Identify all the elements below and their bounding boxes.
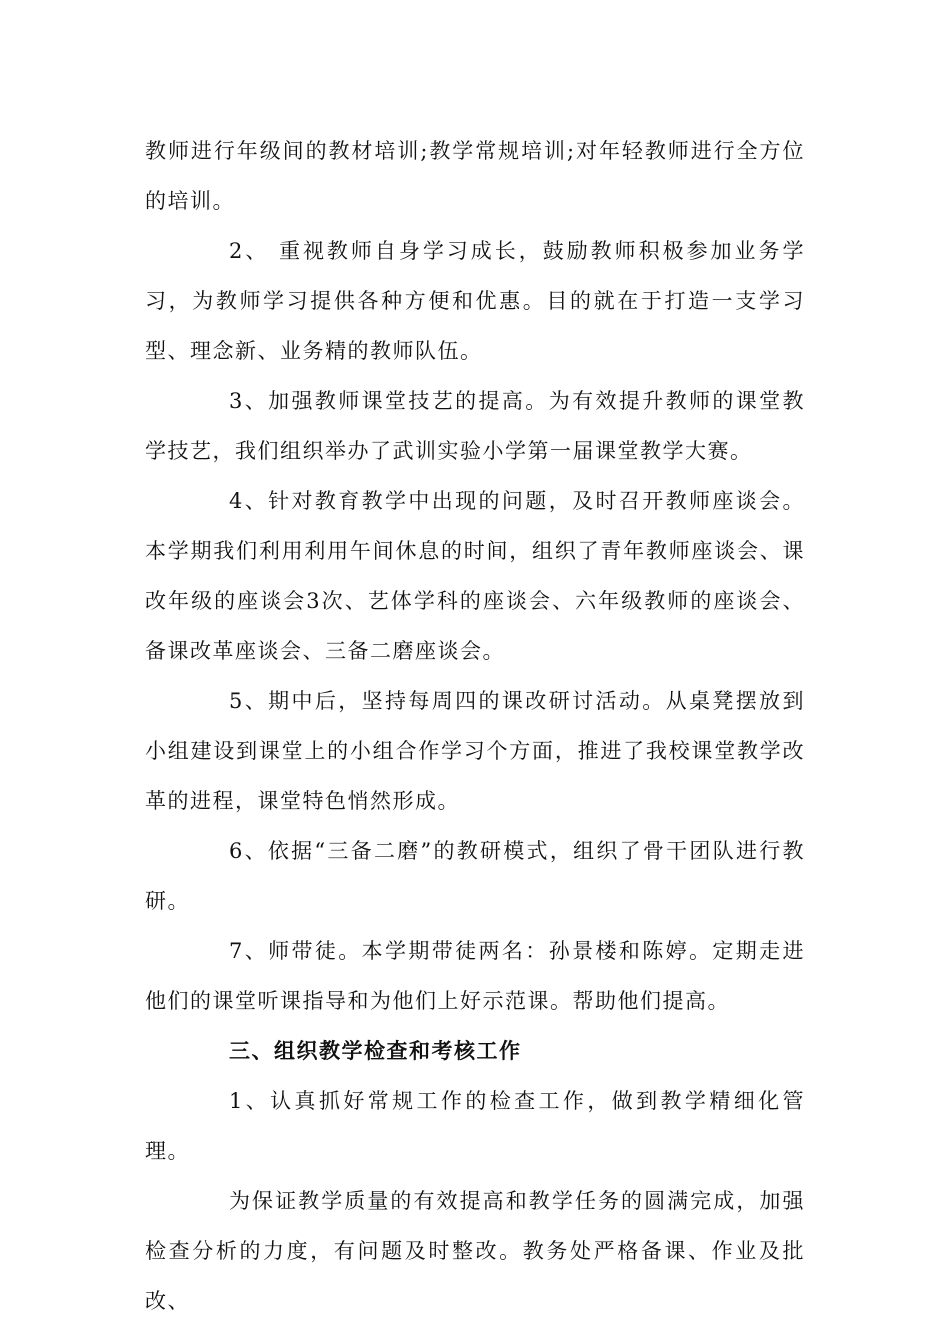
document-body bbox=[145, 126, 805, 1326]
paragraph-item-4: 4、针对教育教学中出现的问题，及时召开教师座谈会。本学期我们利用利用午间休息的时间，组织了青年教师座谈会、课改年级的座谈会3次、艺体学科的座谈会、六年级教师的座谈会、备课改革座谈会、三备二磨座谈会。 bbox=[145, 489, 805, 663]
paragraph-item-2: 2、 重视教师自身学习成长，鼓励教师积极参加业务学习，为教师学习提供各种方便和优惠。目的就在于打造一支学习型、理念新、业务精的教师队伍。 bbox=[145, 239, 805, 363]
section-heading-3: 三、组织教学检查和考核工作 bbox=[229, 1038, 522, 1063]
paragraph-training: 教师进行年级间的教材培训;教学常规培训;对年轻教师进行全方位的培训。 bbox=[145, 139, 805, 213]
paragraph-section3-item-1: 1、认真抓好常规工作的检查工作，做到教学精细化管理。 bbox=[145, 1089, 805, 1163]
paragraph-item-3: 3、加强教师课堂技艺的提高。为有效提升教师的课堂教学技艺，我们组织举办了武训实验小学第一届课堂教学大赛。 bbox=[145, 389, 805, 463]
paragraph-item-7: 7、师带徒。本学期带徒两名：孙景楼和陈婷。定期走进他们的课堂听课指导和为他们上好示范课。帮助他们提高。 bbox=[145, 939, 805, 1013]
paragraph-item-6: 6、依据“三备二磨”的教研模式，组织了骨干团队进行教研。 bbox=[145, 839, 805, 913]
paragraph-section3-body: 为保证教学质量的有效提高和教学任务的圆满完成，加强检查分析的力度，有问题及时整改。教务处严格备课、作业及批改、 bbox=[145, 1189, 805, 1313]
paragraph-item-5: 5、期中后，坚持每周四的课改研讨活动。从桌凳摆放到小组建设到课堂上的小组合作学习个方面，推进了我校课堂教学改革的进程，课堂特色悄然形成。 bbox=[145, 689, 805, 813]
